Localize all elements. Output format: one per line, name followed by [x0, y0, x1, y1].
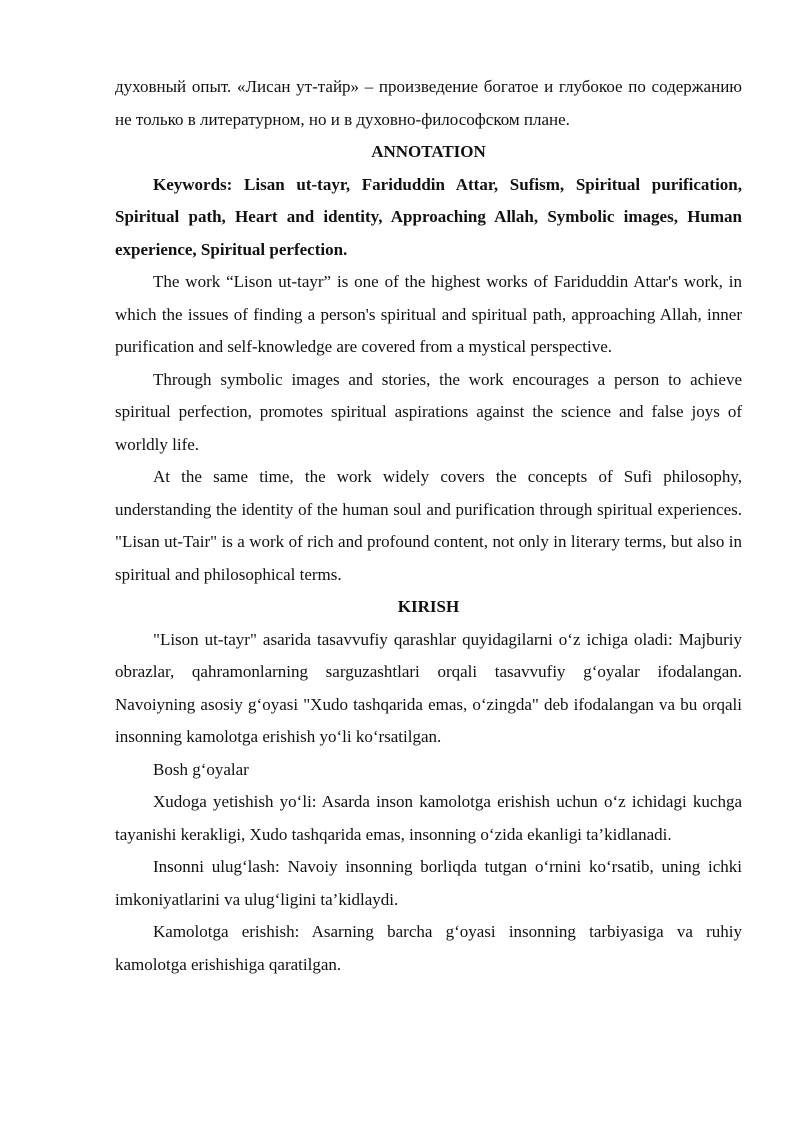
paragraph-uzbek-5: Kamolotga erishish: Asarning barcha g‘oyasi insonning tarbiyasiga va ruhiy kamolotga erishishiga qaratilgan. [115, 922, 742, 974]
paragraph-english-3: At the same time, the work widely covers the concepts of Sufi philosophy, understanding the identity of the human soul and purification through spiritual experiences. "Lisan ut-Tair" is a work of rich and profound content, not only in literary terms, but also in spiritual and philosophical terms. [115, 467, 742, 584]
keywords-paragraph: Keywords: Lisan ut-tayr, Fariduddin Attar, Sufism, Spiritual purification, Spiritual path, Heart and identity, Approaching Allah, Symbolic images, Human experience, Spiritual perfection. [115, 174, 742, 259]
paragraph-uzbek-1: "Lison ut-tayr" asarida tasavvufiy qarashlar quyidagilarni o‘z ichiga oladi: Majburiy obrazlar, qahramonlarning sarguzashtlari orqali tasavvufiy g‘oyalar ifodalangan. Navoiyning asosiy g‘oyasi "Xudo tashqarida emas, o‘zingda" deb ifodalangan va bu orqali insonning kamolotga erishish yo‘li ko‘rsatilgan. [115, 629, 742, 746]
paragraph-russian-continuation: духовный опыт. «Лисан ут-тайр» – произведение богатое и глубокое по содержанию не только в литературном, но и в духовно-философском плане. [115, 77, 742, 129]
paragraph-uzbek-3: Xudoga yetishish yo‘li: Asarda inson kamolotga erishish uchun o‘z ichidagi kuchga tayanishi kerakligi, Xudo tashqarida emas, insonning o‘zida ekanligi ta’kidlanadi. [115, 792, 742, 844]
annotation-heading: ANNOTATION [371, 142, 486, 161]
paragraph-english-2: Through symbolic images and stories, the work encourages a person to achieve spiritual perfection, promotes spiritual aspirations against the science and false joys of worldly life. [115, 369, 742, 454]
paragraph-uzbek-2: Bosh g‘oyalar [153, 759, 249, 779]
document-page [115, 71, 742, 981]
paragraph-uzbek-4: Insonni ulug‘lash: Navoiy insonning borliqda tutgan o‘rnini ko‘rsatib, uning ichki imkoniyatlarini va ulug‘ligini ta’kidlaydi. [115, 857, 742, 909]
kirish-heading: KIRISH [397, 597, 460, 616]
paragraph-english-1: The work “Lison ut-tayr” is one of the highest works of Fariduddin Attar's work, in which the issues of finding a person's spiritual and spiritual path, approaching Allah, inner purification and self-knowledge are covered from a mystical perspective. [115, 272, 742, 356]
